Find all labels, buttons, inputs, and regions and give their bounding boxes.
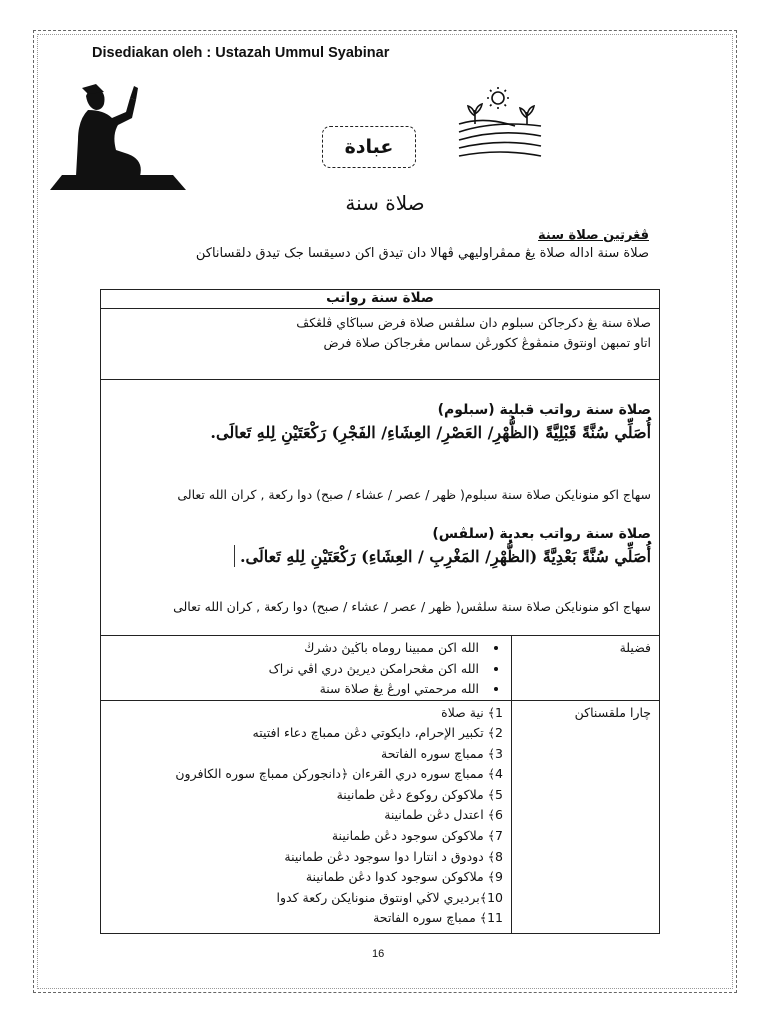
step-item: 4﴾ ممباچ سوره دري القرءان ﴿دانجوركن ممباچ سوره الكافرون — [175, 766, 503, 782]
steps-label: چارا ملقسناكن — [512, 700, 660, 934]
qabliyah-heading: صلاة سنة رواتب قبلية (سبلوم) — [437, 402, 652, 418]
steps-list-cell — [101, 700, 512, 934]
step-item: 3﴾ ممباچ سوره الفاتحة — [381, 745, 503, 761]
page-title: صلاة سنة — [345, 191, 425, 215]
page-number: 16 — [372, 948, 385, 960]
step-item: 10﴾برديري لاڬي اونتوق منونايكن ركعة كدوا — [276, 889, 503, 905]
prepared-by: Disediakan oleh : Ustazah Ummul Syabinar — [92, 45, 390, 61]
virtue-item: • الله اكن ممبينا روماه باڬيڽ دشرڬ — [101, 638, 483, 659]
step-item: 6﴾ اعتدل دڠن طمانينة — [384, 807, 503, 823]
definition-text: صلاة سنة اداله صلاة يڠ ممڤراوليهي ڤهالا دان تيدق اكن دسيقسا جک تيدق دلقساناكن — [195, 246, 649, 261]
niat-section — [101, 380, 660, 636]
step-item: 8﴾ دودوق د انتارا دوا سوجود دڠن طمانينة — [284, 848, 503, 864]
step-item: 7﴾ ملاكوكن سوجود دڠن طمانينة — [331, 828, 503, 844]
qabliyah-meaning: سهاج اكو منونايكن صلاة سنة سبلوم( ظهر / عصر / عشاء / صبح) دوا ركعة , كران الله تعالى — [177, 487, 652, 502]
step-item: 9﴾ ملاكوكن سوجود كدوا دڠن طمانينة — [305, 869, 503, 885]
step-item: 11﴾ ممباچ سوره الفاتحة — [373, 910, 503, 926]
intro-line: اتاو تمبهن اونتوق منمڤوڠ ككورڠن سماس مڠرجاكن صلاة فرض — [323, 335, 652, 350]
table-header: صلاة سنة رواتب — [101, 290, 660, 309]
virtue-label: فضيلة — [512, 636, 660, 701]
virtue-item: • الله اكن مڠحرامكن ديريڽ دري اڤي نراک — [101, 659, 483, 680]
step-item: 5﴾ ملاكوكن روكوع دڠن طمانينة — [336, 786, 503, 802]
badiyah-meaning: سهاج اكو منونايكن صلاة سنة سلڤس( ظهر / عصر / عشاء / صبح) دوا ركعة , كران الله تعالى — [173, 599, 652, 614]
intro-line: صلاة سنة يڠ دكرجاكن سبلوم دان سلڤس صلاة فرض سباڬاي ڤلڠكڤ — [296, 315, 652, 330]
text-cursor-mark — [234, 545, 235, 567]
badiyah-niat: أُصَلِّي سُنَّةً بَعْدِيَّةً (الظُّهْرِ/ المَغْرِبِ / العِشَاءِ) رَكْعَتَيْنِ لِلهِ تَعالَى. — [239, 547, 652, 566]
badiyah-heading: صلاة سنة رواتب بعدية (سلڤس) — [432, 526, 652, 542]
table-intro — [101, 309, 660, 380]
definition-heading: ڤڠرتين صلاة سنة — [538, 228, 649, 243]
virtue-list-cell — [101, 636, 512, 701]
qabliyah-niat: أُصَلِّي سُنَّةً قَبْلِيَّةً (الظُّهْرِ/ العَصْرِ/ العِشَاءِ/ الفَجْرِ) رَكْعَتَيْنِ لِلهِ تَعالَى. — [210, 423, 652, 442]
praying-person-icon — [48, 80, 188, 195]
step-item: 1﴾ نية صلاة — [441, 704, 503, 720]
topic-badge: عبادة — [322, 126, 416, 168]
rawatib-table — [100, 289, 660, 934]
step-item: 2﴾ تكبير الإحرام، دايكوتي دڠن ممباچ دعاء افتيته — [252, 725, 503, 741]
virtue-item: • الله مرحمتي اورڠ يڠ صلاة سنة — [101, 679, 483, 700]
farm-field-sun-icon — [455, 86, 545, 161]
